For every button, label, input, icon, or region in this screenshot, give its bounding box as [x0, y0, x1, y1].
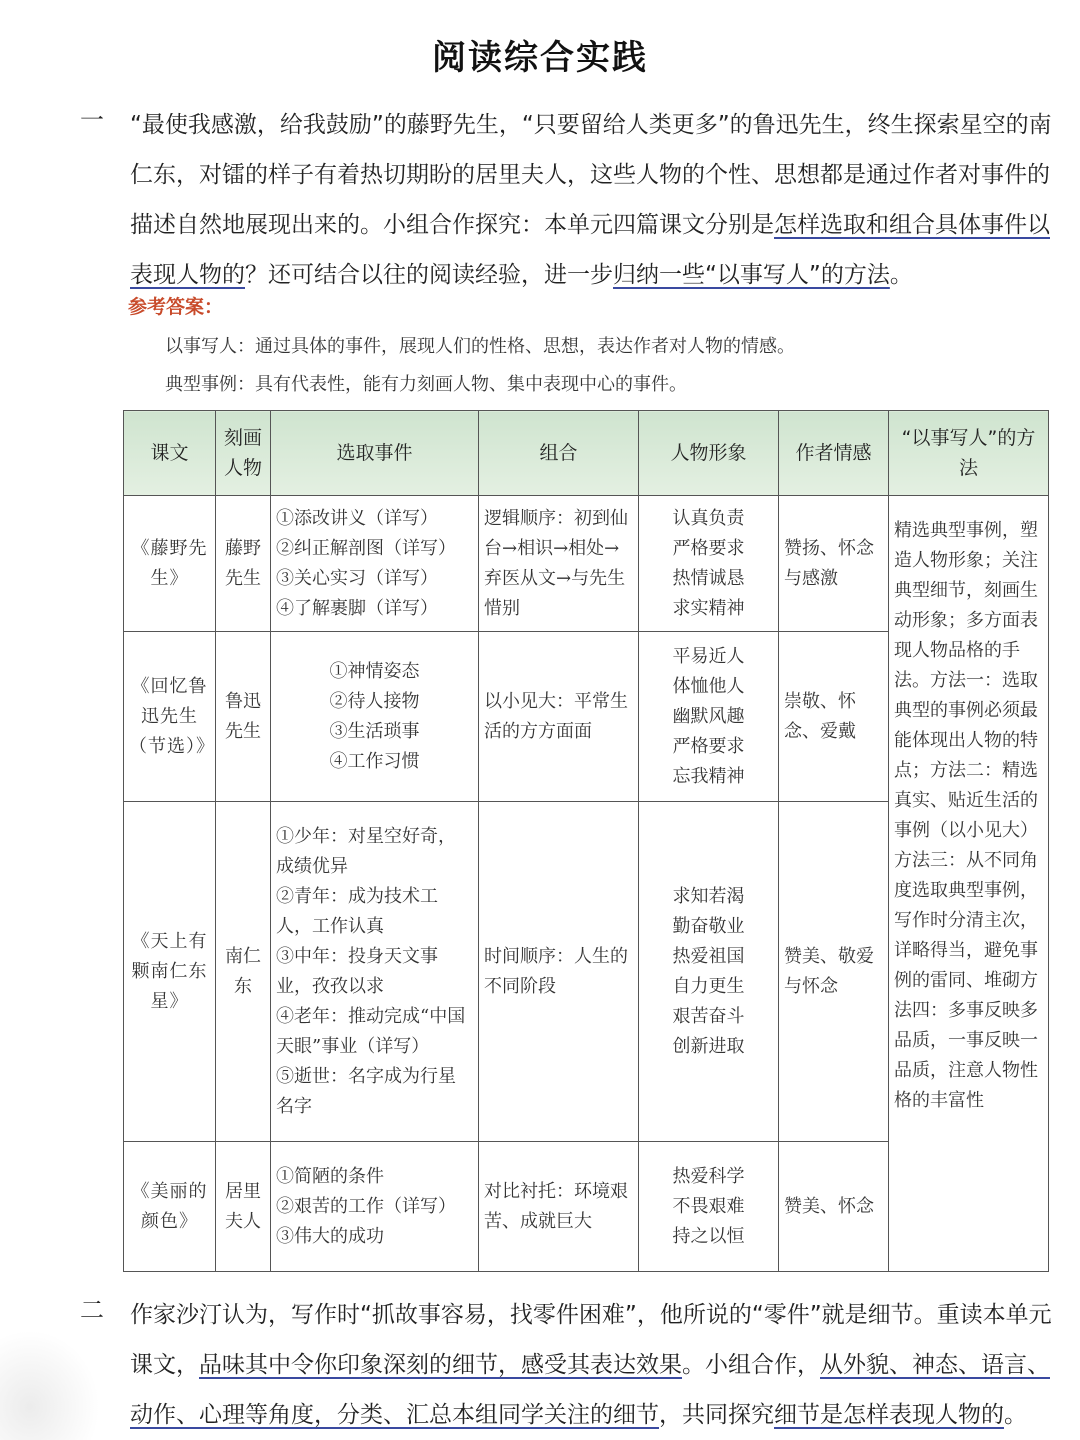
event-item: ①少年：对星空好奇，成绩优异 — [276, 825, 456, 877]
cell-image — [639, 496, 779, 632]
q1-underlined-segment: 怎样选取和组合具体事件以表现人物的 — [130, 212, 1050, 288]
q2-segment: 作家沙汀认为，写作时“抓故事容易，找零件困难”，他所说的“零件”就是细节。重读本单元课文， — [130, 1302, 1052, 1378]
q2-underlined-segment: 细节是怎样表现人物的 — [774, 1402, 1004, 1428]
answer-label: 参考答案： — [128, 296, 224, 318]
image-item: 不畏艰难 — [672, 1195, 745, 1217]
q1-underlined-segment: 归纳一些“以事写人”的方法 — [613, 262, 890, 288]
header-combo: 组合 — [479, 411, 639, 496]
header-text: 课文 — [124, 411, 216, 496]
event-item: ④工作习惯 — [329, 750, 420, 772]
cell-emotion: 赞美、敬爱与怀念 — [779, 802, 889, 1142]
event-item: ③关心实习（详写） — [276, 567, 438, 589]
header-emotion: 作者情感 — [779, 411, 889, 496]
cell-combo: 对比衬托：环境艰苦、成就巨大 — [479, 1142, 639, 1272]
question-one-number: 一 — [80, 106, 104, 134]
image-item: 热情诚恳 — [672, 567, 745, 589]
cell-person: 藤野先生 — [216, 496, 271, 632]
event-item: ②艰苦的工作（详写） — [276, 1195, 456, 1217]
cell-text: 《天上有颗南仁东星》 — [124, 802, 216, 1142]
table-row — [124, 496, 1049, 632]
cell-image — [639, 632, 779, 802]
event-item: ④老年：推动完成“中国天眼”事业（详写） — [276, 1005, 466, 1057]
image-item: 忘我精神 — [672, 765, 745, 787]
cell-person: 南仁东 — [216, 802, 271, 1142]
event-item: ②待人接物 — [329, 690, 420, 712]
summary-table — [123, 410, 1049, 1272]
cell-emotion: 赞扬、怀念与感激 — [779, 496, 889, 632]
image-item: 创新进取 — [672, 1035, 745, 1057]
q2-segment: 。小组合作， — [682, 1352, 820, 1378]
header-image: 人物形象 — [639, 411, 779, 496]
q2-segment: ，共同探究 — [659, 1402, 774, 1428]
cell-image — [639, 1142, 779, 1272]
event-item: ③中年：投身天文事业，孜孜以求 — [276, 945, 438, 997]
question-one — [80, 100, 1055, 300]
header-events: 选取事件 — [271, 411, 479, 496]
header-person: 刻画人物 — [216, 411, 271, 496]
cell-emotion: 崇敬、怀念、爱戴 — [779, 632, 889, 802]
cell-events — [271, 496, 479, 632]
answer-line-two: 典型事例：具有代表性，能有力刻画人物、集中表现中心的事件。 — [165, 374, 687, 395]
event-item: ③生活琐事 — [329, 720, 420, 742]
cell-combo: 以小见大：平常生活的方方面面 — [479, 632, 639, 802]
image-item: 自力更生 — [672, 975, 745, 997]
image-item: 艰苦奋斗 — [672, 1005, 745, 1027]
image-item: 持之以恒 — [672, 1225, 745, 1247]
header-method: “以事写人”的方法 — [889, 411, 1049, 496]
q1-segment: 。 — [889, 262, 913, 288]
cell-text: 《藤野先生》 — [124, 496, 216, 632]
image-item: 勤奋敬业 — [672, 915, 745, 937]
q1-segment: “最使我感激，给我鼓励”的藤野先生，“只要留给人类更多”的鲁迅先生，终生探索星空的南仁东，对镭的样子有着热切期盼的居里夫人，这些人物的个性、思想都是通过作者对事件的描述自然地展现出来的。小组合作探究：本单元四篇课文分别是 — [130, 112, 1052, 238]
cell-combo: 时间顺序：人生的不同阶段 — [479, 802, 639, 1142]
table-header-row — [124, 411, 1049, 496]
event-item: ④了解裹脚（详写） — [276, 597, 438, 619]
answer-line-one: 以事写人：通过具体的事件，展现人们的性格、思想，表达作者对人物的情感。 — [165, 336, 795, 357]
image-item: 幽默风趣 — [672, 705, 745, 727]
question-one-text — [130, 100, 1055, 300]
q2-underlined-segment: 从外貌、神态、语言、动作、心理等角度，分类、汇总本组同学关注的细节 — [130, 1352, 1050, 1428]
cell-person: 居里夫人 — [216, 1142, 271, 1272]
page-title: 阅读综合实践 — [432, 38, 648, 78]
page-stain — [0, 1330, 100, 1440]
cell-events — [271, 802, 479, 1142]
q1-segment: ？还可结合以往的阅读经验，进一步 — [245, 262, 613, 288]
cell-combo: 逻辑顺序：初到仙台→相识→相处→弃医从文→与先生惜别 — [479, 496, 639, 632]
image-item: 求知若渴 — [672, 885, 745, 907]
event-item: ③伟大的成功 — [276, 1225, 384, 1247]
image-item: 体恤他人 — [672, 675, 745, 697]
cell-emotion: 赞美、怀念 — [779, 1142, 889, 1272]
event-item: ②纠正解剖图（详写） — [276, 537, 456, 559]
image-item: 认真负责 — [672, 507, 745, 529]
question-two — [80, 1290, 1055, 1440]
image-item: 求实精神 — [672, 597, 745, 619]
image-item: 热爱科学 — [672, 1165, 745, 1187]
image-item: 平易近人 — [672, 645, 745, 667]
image-item: 严格要求 — [672, 735, 745, 757]
question-two-text — [130, 1290, 1055, 1440]
cell-image — [639, 802, 779, 1142]
event-item: ①添改讲义（详写） — [276, 507, 438, 529]
cell-person: 鲁迅先生 — [216, 632, 271, 802]
q2-segment: 。 — [1004, 1402, 1027, 1428]
event-item: ①神情姿态 — [329, 660, 420, 682]
image-item: 严格要求 — [672, 537, 745, 559]
cell-method: 精选典型事例，塑造人物形象；关注典型细节，刻画生动形象；多方面表现人物品格的手法。方法一：选取典型的事例必须最能体现出人物的特点；方法二：精选真实、贴近生活的事例（以小见大）方法三：从不同角度选取典型事例，写作时分清主次，详略得当，避免事例的雷同、堆砌方法四：多事反映多品质，一事反映一品质，注意人物性格的丰富性 — [889, 496, 1049, 1272]
event-item: ⑤逝世：名字成为行星名字 — [276, 1065, 456, 1117]
event-item: ②青年：成为技术工人，工作认真 — [276, 885, 438, 937]
cell-text: 《美丽的颜色》 — [124, 1142, 216, 1272]
q2-underlined-segment: 品味其中令你印象深刻的细节，感受其表达效果 — [199, 1352, 682, 1378]
question-two-number: 二 — [80, 1296, 104, 1324]
cell-events — [271, 632, 479, 802]
image-item: 热爱祖国 — [672, 945, 745, 967]
cell-events — [271, 1142, 479, 1272]
cell-text: 《回忆鲁迅先生（节选）》 — [124, 632, 216, 802]
event-item: ①简陋的条件 — [276, 1165, 384, 1187]
